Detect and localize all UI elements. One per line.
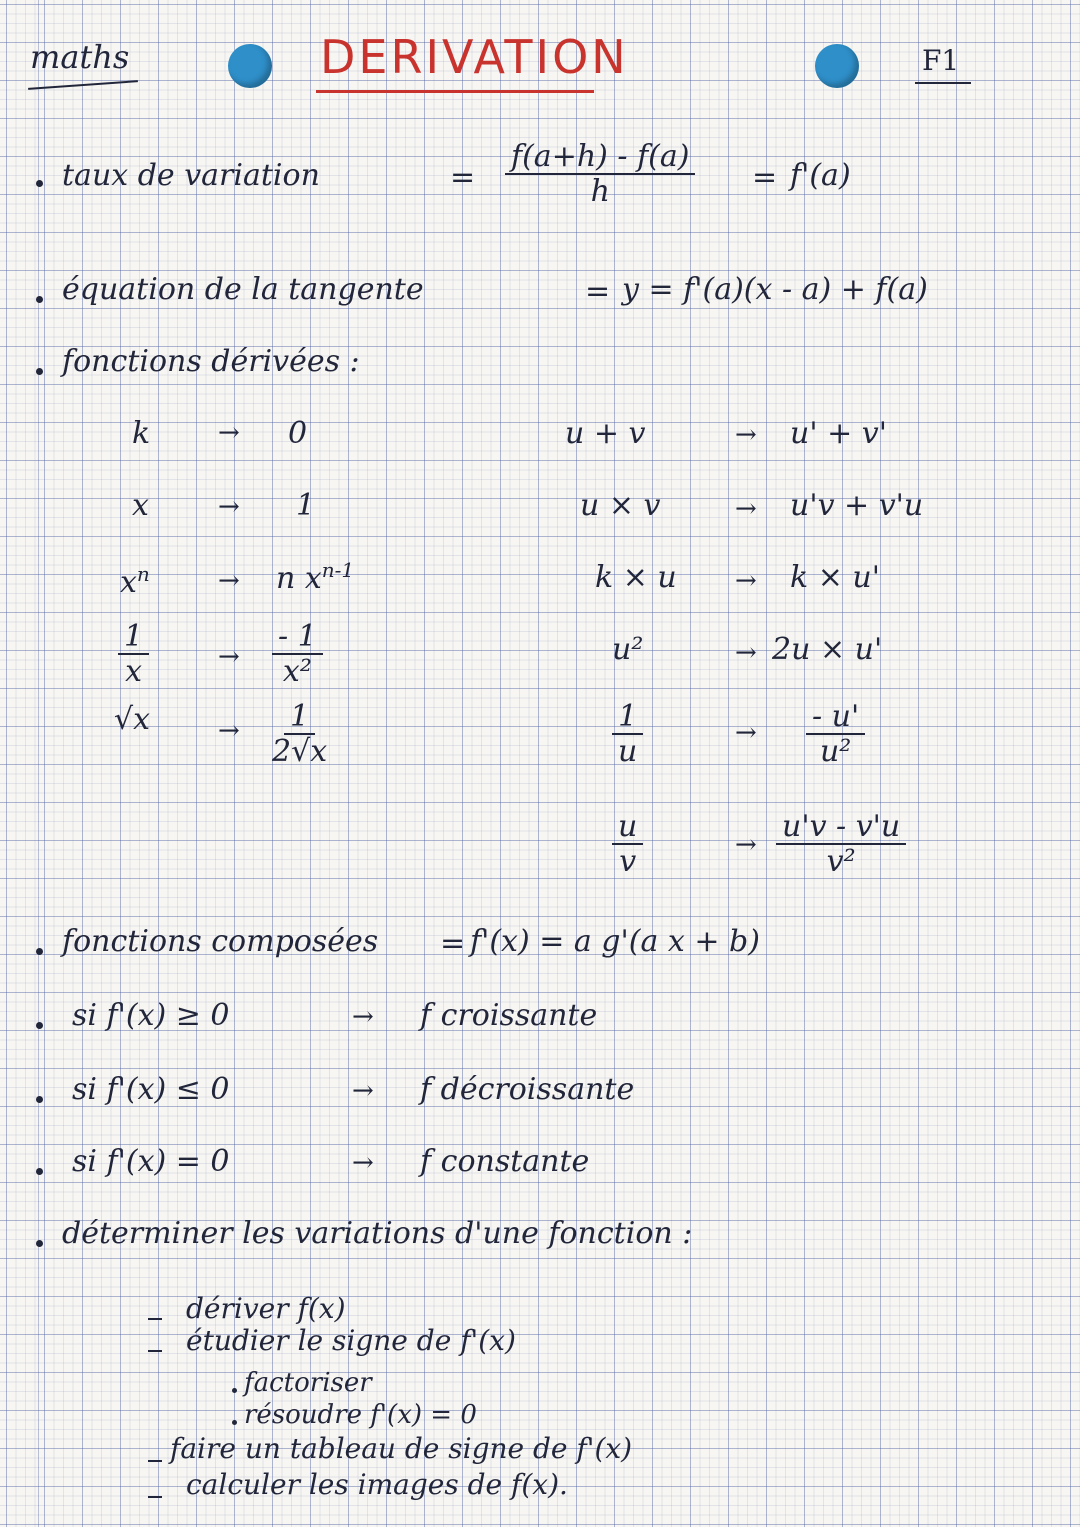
deriv-left-df [266,700,333,768]
deriv-right-df [776,810,906,878]
deriv-right-f [612,700,643,768]
title-underline [316,90,594,93]
rate-denominator: h [590,174,610,209]
deriv-right-df: k × u' [790,560,880,595]
deriv-right-df [806,700,865,768]
variation-step: dériver f(x) [186,1292,346,1325]
equals-sign: = [450,160,476,195]
sheet-code-underline [915,82,971,84]
deriv-right-f: u + v [565,416,646,451]
variation-step: étudier le signe de f'(x) [186,1324,516,1357]
variation-step: calculer les images de f(x). [186,1468,568,1501]
denominator: 2√x [272,734,328,769]
power-exponent: n-1 [321,558,355,582]
equals-sign: = [585,274,611,309]
numerator: u [612,810,643,845]
numerator: - u' [806,700,865,735]
rate-fraction [505,140,695,208]
tangent-formula: y = f'(a)(x - a) + f(a) [622,272,928,307]
deriv-left-df [276,558,354,596]
arrow-icon: → [218,566,240,596]
composed-label: fonctions composées [62,924,379,959]
derived-heading: fonctions dérivées : [62,344,360,379]
denominator: v² [826,844,856,879]
monotonicity-result: f croissante [420,998,598,1033]
power-base: n x [276,561,322,596]
variation-substep: factoriser [244,1368,372,1398]
monotonicity-condition: si f'(x) ≤ 0 [72,1072,230,1107]
bullet [36,296,43,303]
arrow-icon: → [735,420,757,450]
deriv-left-df: 0 [288,416,308,451]
monotonicity-result: f décroissante [420,1072,635,1107]
binder-hole-left [228,44,272,88]
deriv-right-f: k × u [595,560,677,595]
deriv-right-df: u' + v' [790,416,887,451]
monotonicity-condition: si f'(x) = 0 [72,1144,230,1179]
deriv-left-f [120,562,150,600]
deriv-left-f: x [132,488,149,523]
arrow-icon: → [735,566,757,596]
subject-label: maths [30,38,130,76]
arrow-icon: → [218,642,240,672]
numerator: 1 [284,700,315,735]
arrow-icon: → [218,418,240,448]
deriv-right-f: u² [612,632,644,667]
bullet [36,1168,43,1175]
bullet [36,368,43,375]
arrow-icon: → [352,1002,374,1032]
page-title: DERIVATION [320,30,629,84]
list-dash [148,1460,162,1462]
monotonicity-condition: si f'(x) ≥ 0 [72,998,230,1033]
denominator: v [619,844,637,879]
power-base: x [120,565,137,600]
arrow-icon: → [735,494,757,524]
deriv-left-f: √x [114,702,151,737]
deriv-left-df [272,620,323,688]
variations-heading: déterminer les variations d'une fonction : [62,1216,693,1251]
bullet [36,1240,43,1247]
bullet [36,1096,43,1103]
numerator: 1 [612,700,643,735]
list-dash [148,1350,162,1352]
margin-line [38,0,39,1527]
rate-label: taux de variation [62,158,320,193]
bullet [36,948,43,955]
deriv-right-df: 2u × u' [772,632,883,667]
monotonicity-result: f constante [420,1144,590,1179]
denominator: u [618,734,638,769]
arrow-icon: → [735,830,757,860]
deriv-right-f [612,810,643,878]
sub-bullet [232,1420,237,1425]
list-dash [148,1318,162,1320]
deriv-right-df: u'v + v'u [790,488,924,523]
arrow-icon: → [735,638,757,668]
deriv-left-df: 1 [296,488,316,523]
power-exponent: n [136,562,150,586]
numerator: u'v - v'u [776,810,906,845]
numerator: - 1 [272,620,323,655]
composed-formula: f'(x) = a g'(a x + b) [470,924,760,959]
equals-sign: = [440,926,466,961]
rate-result: f'(a) [790,158,851,193]
list-dash [148,1496,162,1498]
denominator: u² [819,734,852,769]
rate-numerator: f(a+h) - f(a) [505,140,695,175]
tangent-label: équation de la tangente [62,272,424,307]
arrow-icon: → [352,1148,374,1178]
arrow-icon: → [735,718,757,748]
denominator: x² [282,654,312,689]
subject-underline [28,80,138,90]
arrow-icon: → [218,716,240,746]
deriv-right-f: u × v [580,488,661,523]
deriv-left-f [118,620,149,688]
bullet [36,180,43,187]
variation-substep: résoudre f'(x) = 0 [244,1400,477,1430]
numerator: 1 [118,620,149,655]
arrow-icon: → [352,1076,374,1106]
sheet-code: F1 [922,44,960,77]
sub-bullet [232,1388,237,1393]
equals-sign: = [752,160,778,195]
binder-hole-right [815,44,859,88]
variation-step: faire un tableau de signe de f'(x) [170,1432,633,1465]
arrow-icon: → [218,492,240,522]
deriv-left-f: k [132,416,151,451]
bullet [36,1022,43,1029]
denominator: x [125,654,142,689]
